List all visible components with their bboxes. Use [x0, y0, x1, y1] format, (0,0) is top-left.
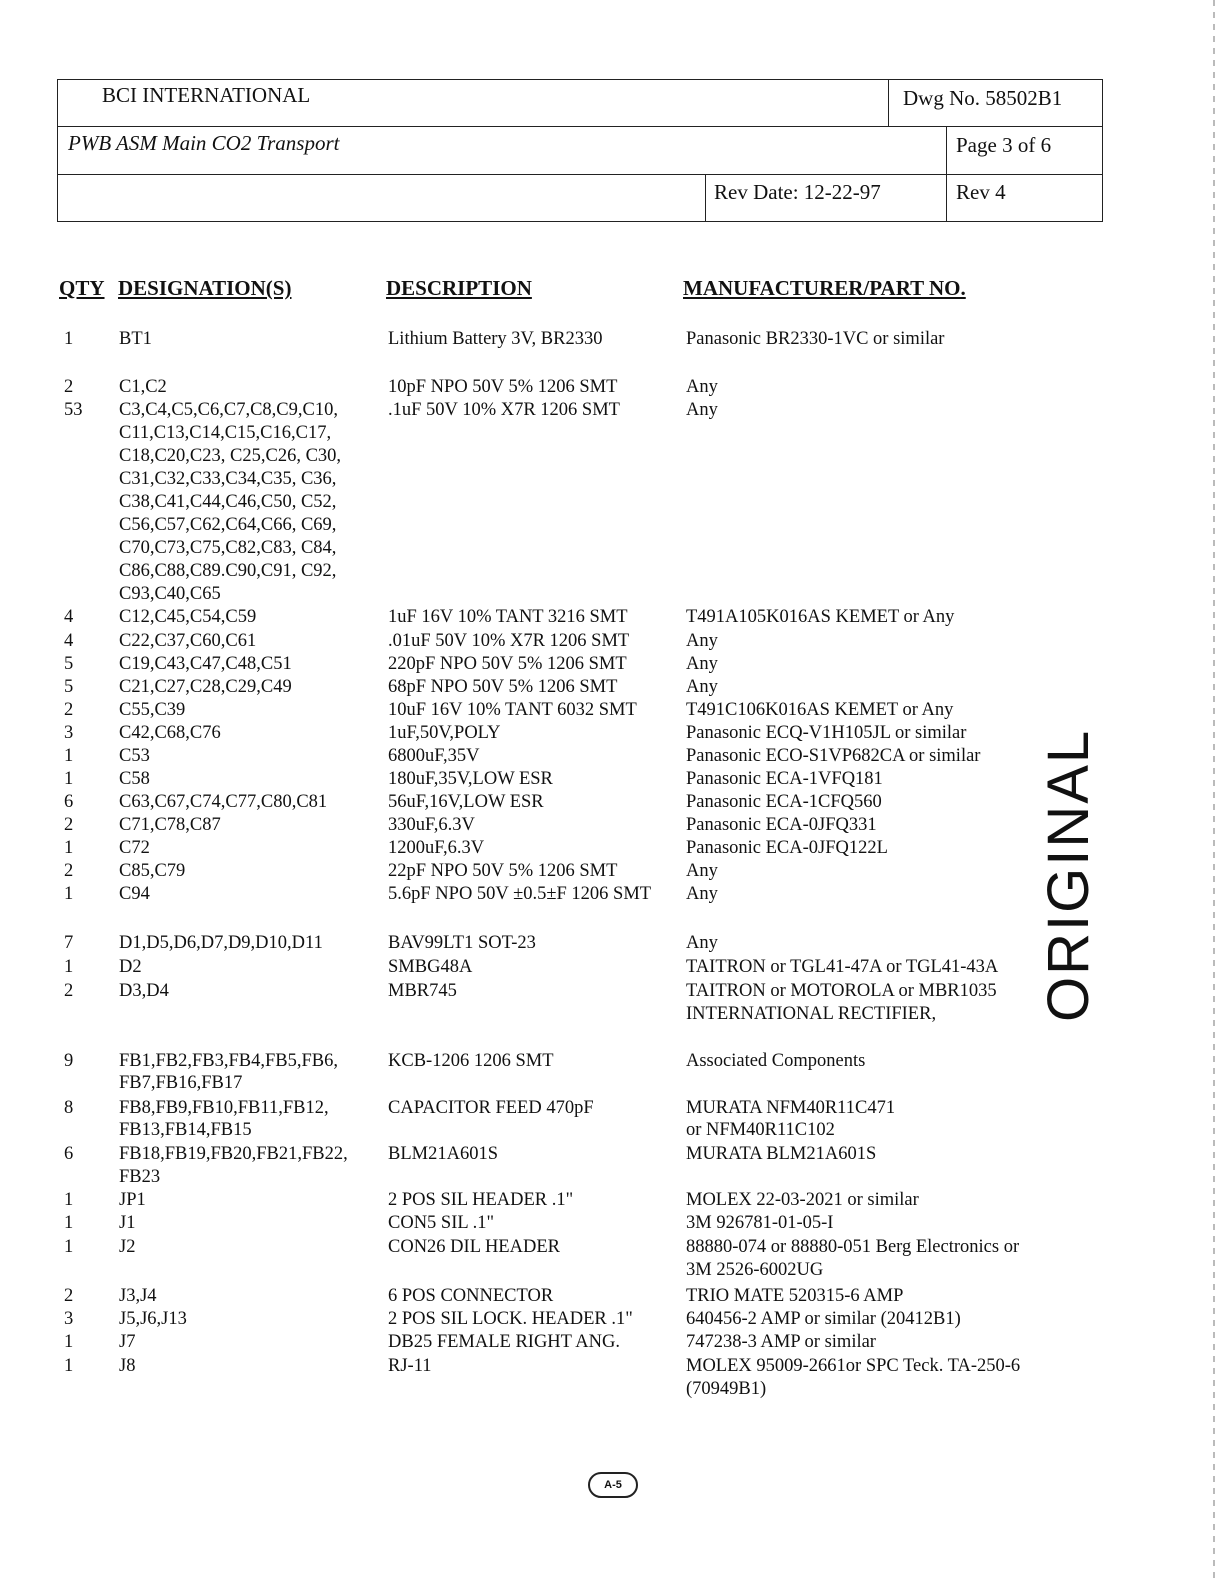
table-row: [0, 606, 1222, 629]
designation-cell: C22,C37,C60,C61: [119, 631, 257, 651]
page-number: Page 3 of 6: [956, 133, 1052, 157]
description-cell: BAV99LT1 SOT-23: [388, 933, 536, 953]
table-row: [0, 630, 1222, 653]
column-header-qty: QTY: [59, 276, 105, 300]
manufacturer-cell: Any: [686, 884, 718, 904]
qty-cell: 1: [64, 746, 74, 766]
qty-cell: 1: [64, 838, 74, 858]
designation-cell: C53: [119, 746, 150, 766]
table-row: [0, 1072, 1222, 1095]
table-row: [0, 1378, 1222, 1401]
description-cell: 56uF,16V,LOW ESR: [388, 792, 544, 812]
designation-cell: C12,C45,C54,C59: [119, 607, 257, 627]
table-row: [0, 699, 1222, 722]
designation-cell: C31,C32,C33,C34,C35, C36,: [119, 469, 337, 489]
designation-cell: JP1: [119, 1190, 146, 1210]
description-cell: 6 POS CONNECTOR: [388, 1286, 554, 1306]
description-cell: 5.6pF NPO 50V ±0.5±F 1206 SMT: [388, 884, 652, 904]
description-cell: CON5 SIL .1": [388, 1213, 495, 1233]
designation-cell: C3,C4,C5,C6,C7,C8,C9,C10,: [119, 400, 338, 420]
designation-cell: FB13,FB14,FB15: [119, 1120, 252, 1140]
description-cell: 1uF,50V,POLY: [388, 723, 501, 743]
designation-cell: FB7,FB16,FB17: [119, 1073, 243, 1093]
manufacturer-cell: or NFM40R11C102: [686, 1120, 835, 1140]
manufacturer-cell: TAITRON or MOTOROLA or MBR1035: [686, 981, 997, 1001]
column-header-manufacturer: MANUFACTURER/PART NO.: [683, 276, 966, 300]
manufacturer-cell: Panasonic ECA-1VFQ181: [686, 769, 883, 789]
qty-cell: 53: [64, 400, 83, 420]
manufacturer-cell: Panasonic ECA-0JFQ122L: [686, 838, 888, 858]
qty-cell: 2: [64, 377, 74, 397]
description-cell: DB25 FEMALE RIGHT ANG.: [388, 1332, 620, 1352]
table-row: [0, 1259, 1222, 1282]
table-row: [0, 514, 1222, 537]
description-cell: RJ-11: [388, 1356, 432, 1376]
description-cell: MBR745: [388, 981, 457, 1001]
manufacturer-cell: MOLEX 95009-2661or SPC Teck. TA-250-6: [686, 1356, 1021, 1376]
designation-cell: C71,C78,C87: [119, 815, 221, 835]
table-row: [0, 653, 1222, 676]
table-row: [0, 422, 1222, 445]
table-row: [0, 1236, 1222, 1259]
qty-cell: 4: [64, 631, 74, 651]
description-cell: .01uF 50V 10% X7R 1206 SMT: [388, 631, 630, 651]
manufacturer-cell: 747238-3 AMP or similar: [686, 1332, 876, 1352]
designation-cell: C93,C40,C65: [119, 584, 221, 604]
description-cell: .1uF 50V 10% X7R 1206 SMT: [388, 400, 620, 420]
manufacturer-cell: 3M 926781-01-05-I: [686, 1213, 834, 1233]
table-row: [0, 445, 1222, 468]
description-cell: 180uF,35V,LOW ESR: [388, 769, 553, 789]
qty-cell: 3: [64, 723, 74, 743]
description-cell: SMBG48A: [388, 957, 473, 977]
manufacturer-cell: INTERNATIONAL RECTIFIER,: [686, 1004, 937, 1024]
qty-cell: 7: [64, 933, 74, 953]
manufacturer-cell: Any: [686, 677, 718, 697]
manufacturer-cell: Any: [686, 377, 718, 397]
designation-cell: C58: [119, 769, 150, 789]
designation-cell: C70,C73,C75,C82,C83, C84,: [119, 538, 337, 558]
table-row: [0, 1331, 1222, 1354]
designation-cell: C72: [119, 838, 150, 858]
designation-cell: FB23: [119, 1167, 161, 1187]
drawing-number: Dwg No. 58502B1: [903, 86, 1063, 110]
manufacturer-cell: T491A105K016AS KEMET or Any: [686, 607, 955, 627]
company-name: BCI INTERNATIONAL: [102, 83, 311, 107]
table-row: [0, 1212, 1222, 1235]
designation-cell: C21,C27,C28,C29,C49: [119, 677, 292, 697]
qty-cell: 2: [64, 1286, 74, 1306]
revision: Rev 4: [956, 180, 1006, 204]
manufacturer-cell: MOLEX 22-03-2021 or similar: [686, 1190, 919, 1210]
qty-cell: 2: [64, 700, 74, 720]
qty-cell: 6: [64, 1144, 74, 1164]
manufacturer-cell: 640456-2 AMP or similar (20412B1): [686, 1309, 961, 1329]
designation-cell: C18,C20,C23, C25,C26, C30,: [119, 446, 342, 466]
description-cell: KCB-1206 1206 SMT: [388, 1051, 554, 1071]
qty-cell: 4: [64, 607, 74, 627]
assembly-title: PWB ASM Main CO2 Transport: [68, 131, 340, 155]
qty-cell: 1: [64, 1356, 74, 1376]
table-row: [0, 1097, 1222, 1120]
manufacturer-cell: Panasonic BR2330-1VC or similar: [686, 329, 945, 349]
designation-cell: C94: [119, 884, 150, 904]
qty-cell: 1: [64, 884, 74, 904]
qty-cell: 1: [64, 1237, 74, 1257]
description-cell: CON26 DIL HEADER: [388, 1237, 560, 1257]
column-header-description: DESCRIPTION: [386, 276, 532, 300]
designation-cell: C85,C79: [119, 861, 186, 881]
designation-cell: C63,C67,C74,C77,C80,C81: [119, 792, 328, 812]
manufacturer-cell: Any: [686, 400, 718, 420]
manufacturer-cell: Panasonic ECQ-V1H105JL or similar: [686, 723, 967, 743]
table-row: [0, 1285, 1222, 1308]
designation-cell: J2: [119, 1237, 136, 1257]
column-header-designations: DESIGNATION(S): [118, 276, 292, 300]
description-cell: 2 POS SIL HEADER .1": [388, 1190, 574, 1210]
description-cell: 10pF NPO 50V 5% 1206 SMT: [388, 377, 618, 397]
description-cell: CAPACITOR FEED 470pF: [388, 1098, 594, 1118]
designation-cell: C86,C88,C89.C90,C91, C92,: [119, 561, 337, 581]
description-cell: 68pF NPO 50V 5% 1206 SMT: [388, 677, 618, 697]
table-row: [0, 376, 1222, 399]
designation-cell: C56,C57,C62,C64,C66, C69,: [119, 515, 337, 535]
designation-cell: D1,D5,D6,D7,D9,D10,D11: [119, 933, 323, 953]
manufacturer-cell: Associated Components: [686, 1051, 866, 1071]
table-row: [0, 537, 1222, 560]
table-row: [0, 583, 1222, 606]
description-cell: 2 POS SIL LOCK. HEADER .1": [388, 1309, 633, 1329]
qty-cell: 8: [64, 1098, 74, 1118]
manufacturer-cell: Panasonic ECA-0JFQ331: [686, 815, 877, 835]
qty-cell: 9: [64, 1051, 74, 1071]
table-row: [0, 676, 1222, 699]
original-stamp: ORIGINAL: [1036, 728, 1101, 1022]
designation-cell: C1,C2: [119, 377, 167, 397]
qty-cell: 1: [64, 769, 74, 789]
qty-cell: 1: [64, 1213, 74, 1233]
designation-cell: C42,C68,C76: [119, 723, 221, 743]
qty-cell: 1: [64, 329, 74, 349]
manufacturer-cell: 88880-074 or 88880-051 Berg Electronics or: [686, 1237, 1020, 1257]
qty-cell: 2: [64, 981, 74, 1001]
manufacturer-cell: MURATA NFM40R11C471: [686, 1098, 896, 1118]
manufacturer-cell: Panasonic ECO-S1VP682CA or similar: [686, 746, 981, 766]
designation-cell: J8: [119, 1356, 136, 1376]
designation-cell: FB1,FB2,FB3,FB4,FB5,FB6,: [119, 1051, 339, 1071]
qty-cell: 5: [64, 654, 74, 674]
qty-cell: 5: [64, 677, 74, 697]
description-cell: 330uF,6.3V: [388, 815, 475, 835]
manufacturer-cell: Any: [686, 933, 718, 953]
page-mark: A-5: [588, 1472, 638, 1498]
table-row: [0, 1143, 1222, 1166]
qty-cell: 2: [64, 815, 74, 835]
manufacturer-cell: T491C106K016AS KEMET or Any: [686, 700, 954, 720]
manufacturer-cell: TAITRON or TGL41-47A or TGL41-43A: [686, 957, 999, 977]
manufacturer-cell: TRIO MATE 520315-6 AMP: [686, 1286, 904, 1306]
designation-cell: D2: [119, 957, 142, 977]
qty-cell: 1: [64, 1332, 74, 1352]
designation-cell: J3,J4: [119, 1286, 157, 1306]
table-row: [0, 399, 1222, 422]
scan-edge: [1213, 0, 1215, 1580]
table-row: [0, 1166, 1222, 1189]
manufacturer-cell: (70949B1): [686, 1379, 767, 1399]
qty-cell: 2: [64, 861, 74, 881]
description-cell: 6800uF,35V: [388, 746, 480, 766]
manufacturer-cell: Any: [686, 861, 718, 881]
table-row: [0, 491, 1222, 514]
qty-cell: 1: [64, 1190, 74, 1210]
manufacturer-cell: MURATA BLM21A601S: [686, 1144, 877, 1164]
description-cell: 10uF 16V 10% TANT 6032 SMT: [388, 700, 637, 720]
table-row: [0, 1119, 1222, 1142]
table-row: [0, 328, 1222, 351]
qty-cell: 1: [64, 957, 74, 977]
designation-cell: C55,C39: [119, 700, 186, 720]
table-row: [0, 468, 1222, 491]
designation-cell: J5,J6,J13: [119, 1309, 187, 1329]
table-row: [0, 1355, 1222, 1378]
qty-cell: 3: [64, 1309, 74, 1329]
description-cell: 1uF 16V 10% TANT 3216 SMT: [388, 607, 628, 627]
table-row: [0, 1308, 1222, 1331]
table-row: [0, 1050, 1222, 1073]
manufacturer-cell: Panasonic ECA-1CFQ560: [686, 792, 882, 812]
manufacturer-cell: Any: [686, 654, 718, 674]
designation-cell: J7: [119, 1332, 136, 1352]
rev-date: Rev Date: 12-22-97: [714, 180, 881, 204]
designation-cell: FB18,FB19,FB20,FB21,FB22,: [119, 1144, 348, 1164]
designation-cell: C19,C43,C47,C48,C51: [119, 654, 292, 674]
description-cell: 22pF NPO 50V 5% 1206 SMT: [388, 861, 618, 881]
designation-cell: D3,D4: [119, 981, 169, 1001]
manufacturer-cell: Any: [686, 631, 718, 651]
designation-cell: C11,C13,C14,C15,C16,C17,: [119, 423, 332, 443]
description-cell: BLM21A601S: [388, 1144, 498, 1164]
description-cell: Lithium Battery 3V, BR2330: [388, 329, 603, 349]
designation-cell: FB8,FB9,FB10,FB11,FB12,: [119, 1098, 329, 1118]
description-cell: 1200uF,6.3V: [388, 838, 485, 858]
description-cell: 220pF NPO 50V 5% 1206 SMT: [388, 654, 627, 674]
designation-cell: BT1: [119, 329, 152, 349]
manufacturer-cell: 3M 2526-6002UG: [686, 1260, 824, 1280]
table-row: [0, 560, 1222, 583]
designation-cell: C38,C41,C44,C46,C50, C52,: [119, 492, 337, 512]
table-row: [0, 1189, 1222, 1212]
qty-cell: 6: [64, 792, 74, 812]
designation-cell: J1: [119, 1213, 136, 1233]
